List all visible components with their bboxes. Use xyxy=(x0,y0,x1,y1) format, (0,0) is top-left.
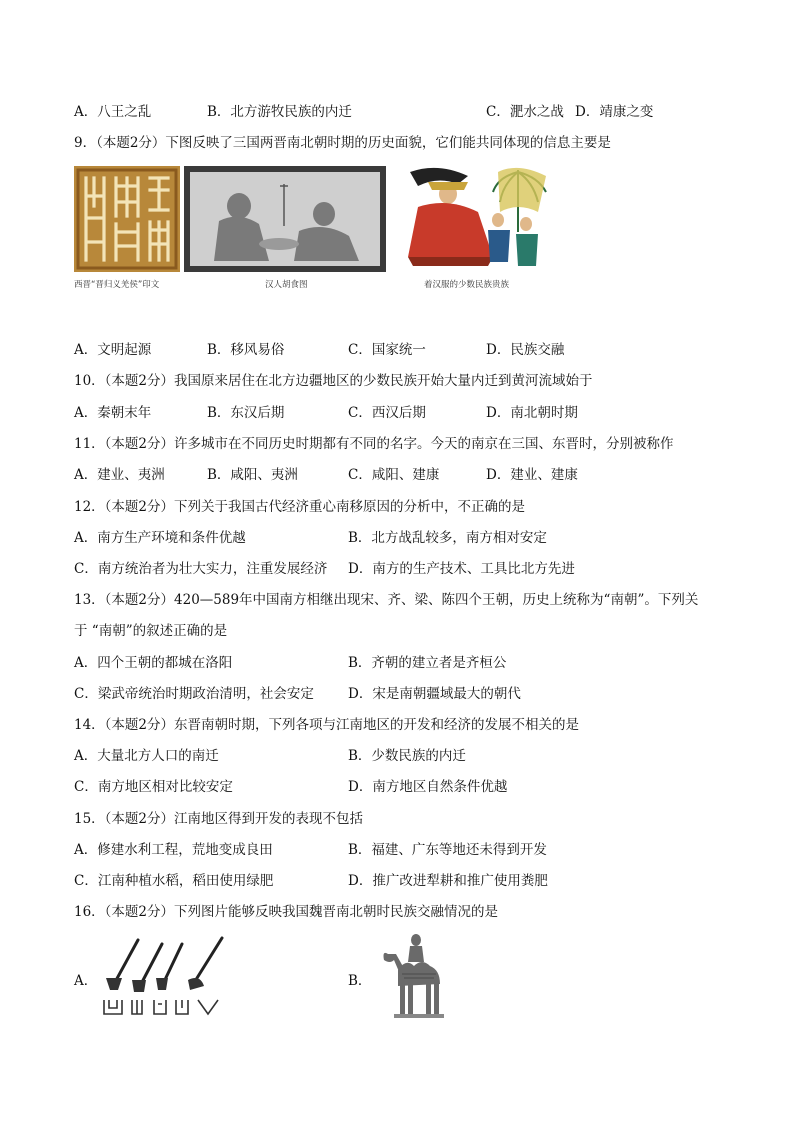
q13-stem-line2: 于 “南朝”的叙述正确的是 xyxy=(74,623,228,639)
q14-option-c: C．南方地区相对比较安定 xyxy=(74,779,233,795)
q12-option-d: D．南方的生产技术、工具比北方先进 xyxy=(348,561,575,577)
q9-stem: 9．（本题2分）下图反映了三国两晋南北朝时期的历史面貌，它们能共同体现的信息主要是 xyxy=(74,135,611,151)
q13-option-b: B．齐朝的建立者是齐桓公 xyxy=(348,655,507,671)
q9-option-c: C．国家统一 xyxy=(348,342,426,358)
q9-option-d: D．民族交融 xyxy=(486,342,565,358)
q8-option-b: B．北方游牧民族的内迁 xyxy=(207,104,352,120)
q10-option-a: A．秦朝末年 xyxy=(74,405,152,421)
seal-caption: 西晋“晋归义羌侯”印文 xyxy=(74,280,160,290)
q11-option-a: A．建业、夷洲 xyxy=(74,467,165,483)
q10-option-d: D．南北朝时期 xyxy=(486,405,578,421)
q9-option-a: A．文明起源 xyxy=(74,342,152,358)
q16-stem: 16．（本题2分）下列图片能够反映我国魏晋南北朝时民族交融情况的是 xyxy=(74,904,499,920)
q15-option-a: A．修建水利工程，荒地变成良田 xyxy=(74,842,273,858)
q15-option-c: C．江南种植水稻，稻田使用绿肥 xyxy=(74,873,274,889)
q12-option-c: C．南方统治者为壮大实力，注重发展经济 xyxy=(74,561,328,577)
q12-option-b: B．北方战乱较多，南方相对安定 xyxy=(348,530,547,546)
q14-stem: 14．（本题2分）东晋南朝时期，下列各项与江南地区的开发和经济的发展不相关的是 xyxy=(74,717,580,733)
noble-caption: 着汉服的少数民族贵族 xyxy=(424,280,510,290)
q10-option-b: B．东汉后期 xyxy=(207,405,285,421)
q14-option-a: A．大量北方人口的南迁 xyxy=(74,748,219,764)
q10-option-c: C．西汉后期 xyxy=(348,405,426,421)
q13-option-c: C．梁武帝统治时期政治清明，社会安定 xyxy=(74,686,314,702)
mural-caption: 汉人胡食图 xyxy=(265,280,308,290)
q13-option-a: A．四个王朝的都城在洛阳 xyxy=(74,655,233,671)
q13-option-d: D．宋是南朝疆域最大的朝代 xyxy=(348,686,521,702)
q14-option-d: D．南方地区自然条件优越 xyxy=(348,779,508,795)
mural-image xyxy=(184,166,386,272)
seal-image xyxy=(74,166,180,272)
q9-option-b: B．移风易俗 xyxy=(207,342,285,358)
noble-image xyxy=(398,162,550,276)
q8-option-c: C．淝水之战 xyxy=(486,104,564,120)
q15-option-d: D．推广改进犁耕和推广使用粪肥 xyxy=(348,873,548,889)
q11-stem: 11．（本题2分）许多城市在不同历史时期都有不同的名字。今天的南京在三国、东晋时，分别被称作 xyxy=(74,436,674,452)
camel-figurine-image xyxy=(378,930,450,1020)
q12-stem: 12．（本题2分）下列关于我国古代经济重心南移原因的分析中，不正确的是 xyxy=(74,499,526,515)
q15-stem: 15．（本题2分）江南地区得到开发的表现不包括 xyxy=(74,811,364,827)
q8-option-a: A．八王之乱 xyxy=(74,104,152,120)
q8-option-d: D．靖康之变 xyxy=(575,104,654,120)
q11-option-c: C．咸阳、建康 xyxy=(348,467,440,483)
q11-option-b: B．咸阳、夷洲 xyxy=(207,467,298,483)
q10-stem: 10．（本题2分）我国原来居住在北方边疆地区的少数民族开始大量内迁到黄河流域始于 xyxy=(74,373,593,389)
farm-tools-image xyxy=(100,934,230,1020)
q13-stem-line1: 13．（本题2分）420—589年中国南方相继出现宋、齐、梁、陈四个王朝，历史上统称为“南朝”。下列关 xyxy=(74,592,699,608)
q14-option-b: B．少数民族的内迁 xyxy=(348,748,466,764)
q15-option-b: B．福建、广东等地还未得到开发 xyxy=(348,842,547,858)
q11-option-d: D．建业、建康 xyxy=(486,467,578,483)
q16-option-a: A． xyxy=(74,973,98,989)
q16-option-b: B． xyxy=(348,973,372,989)
q12-option-a: A．南方生产环境和条件优越 xyxy=(74,530,246,546)
